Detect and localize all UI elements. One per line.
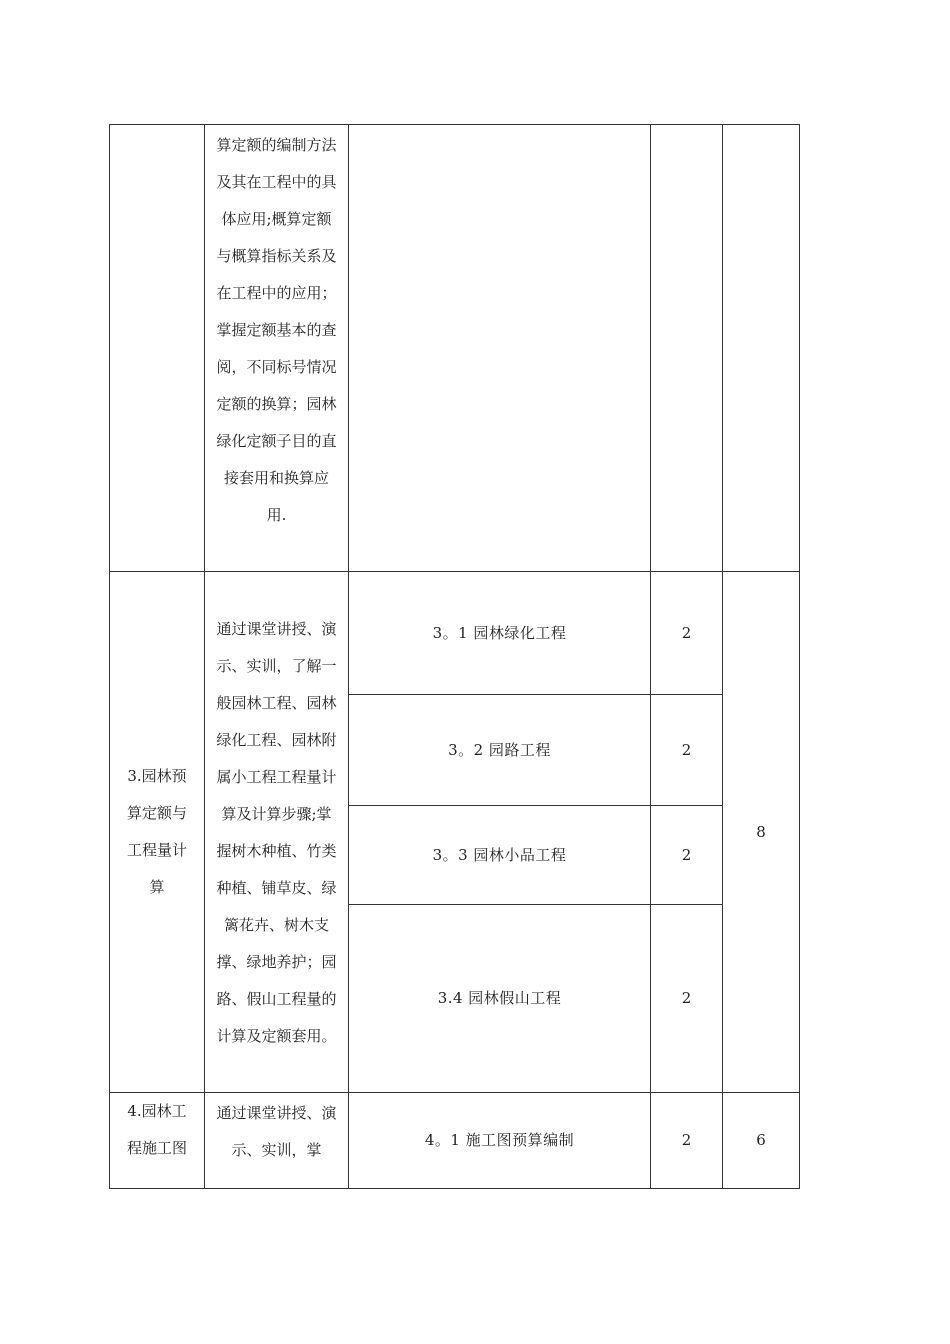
section-title: 3。2 园路工程 [448,740,551,759]
chapter-cell [110,572,205,1093]
content-cell [349,905,651,1093]
chapter-cell [110,1093,205,1189]
requirements-cell [205,1093,349,1189]
content-cell [349,806,651,905]
hours-cell: 2 [651,1093,723,1189]
hours-cell: 2 [651,905,723,1093]
section-title: 3。3 园林小品工程 [432,845,567,864]
content-cell [349,572,651,695]
chapter-title: 4.园林工程施工图 [126,1102,187,1157]
requirements-text: 通过课堂讲授、演示、实训，了解一般园林工程、园林绿化工程、园林附属小工程工程量计算及计算步骤;掌握树木种植、竹类种植、铺草皮、绿篱花卉、树木支撑、绿地养护；园路、假山工程量的计算及定额套用。 [216,620,337,1045]
content-cell [349,695,651,806]
chapter-cell [110,125,205,572]
requirements-text: 通过课堂讲授、演示、实训，掌 [216,1104,337,1159]
hours-cell: 2 [651,695,723,806]
content-cell [349,125,651,572]
section-title: 3.4 园林假山工程 [437,989,562,1007]
table-row [110,1093,800,1189]
hours-cell [651,125,723,572]
section-title: 3。1 园林绿化工程 [432,623,567,642]
course-schedule-table [109,124,800,1189]
requirements-cell [205,125,349,572]
table-row [110,125,800,572]
total-hours-cell: 6 [723,1093,800,1189]
hours-cell: 2 [651,572,723,695]
content-cell [349,1093,651,1189]
total-hours-cell [723,125,800,572]
total-hours-cell: 8 [723,572,800,1093]
hours-cell: 2 [651,806,723,905]
requirements-text: 算定额的编制方法及其在工程中的具体应用;概算定额与概算指标关系及在工程中的应用；掌握定额基本的查阅，不同标号情况定额的换算；园林绿化定额子目的直接套用和换算应用. [216,136,337,524]
chapter-title: 3.园林预算定额与工程量计算 [126,767,187,896]
section-title: 4。1 施工图预算编制 [424,1131,575,1149]
table-row [110,572,800,695]
requirements-cell [205,572,349,1093]
